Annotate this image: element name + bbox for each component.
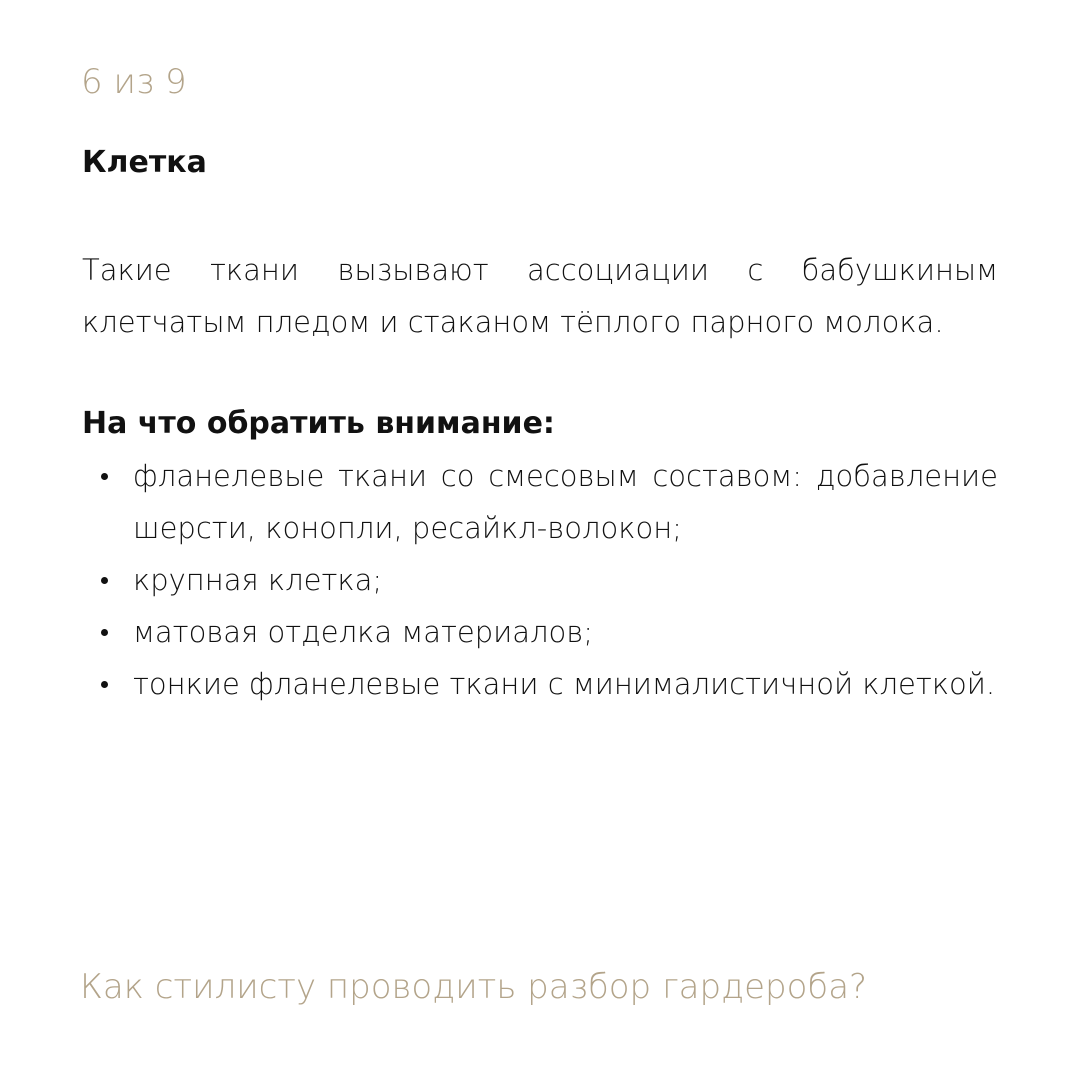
bullet-icon (101, 629, 108, 636)
footer-link[interactable]: Как стилисту проводить разбор гардероба? (80, 967, 868, 1007)
list-item (82, 658, 998, 710)
list-item-text: фланелевые ткани со смесовым составом: добавление шерсти, конопли, ресайкл-волокон; (133, 459, 998, 545)
section-title: Клетка (82, 145, 207, 180)
list-item-text: крупная клетка; (133, 563, 383, 597)
bullet-icon (101, 681, 108, 688)
list-item (82, 554, 998, 606)
list-item-text: матовая отделка материалов; (133, 615, 594, 649)
list-item (82, 450, 998, 554)
list-item (82, 606, 998, 658)
attention-list (82, 450, 998, 710)
attention-subheading: На что обратить внимание: (82, 406, 555, 441)
list-item-text: тонкие фланелевые ткани с минималистичной клеткой. (133, 667, 996, 701)
bullet-icon (101, 473, 108, 480)
bullet-icon (101, 577, 108, 584)
page-counter: 6 из 9 (81, 62, 187, 102)
intro-paragraph: Такие ткани вызывают ассоциации с бабушкиным клетчатым пледом и стаканом тёплого парного молока. (82, 253, 998, 339)
